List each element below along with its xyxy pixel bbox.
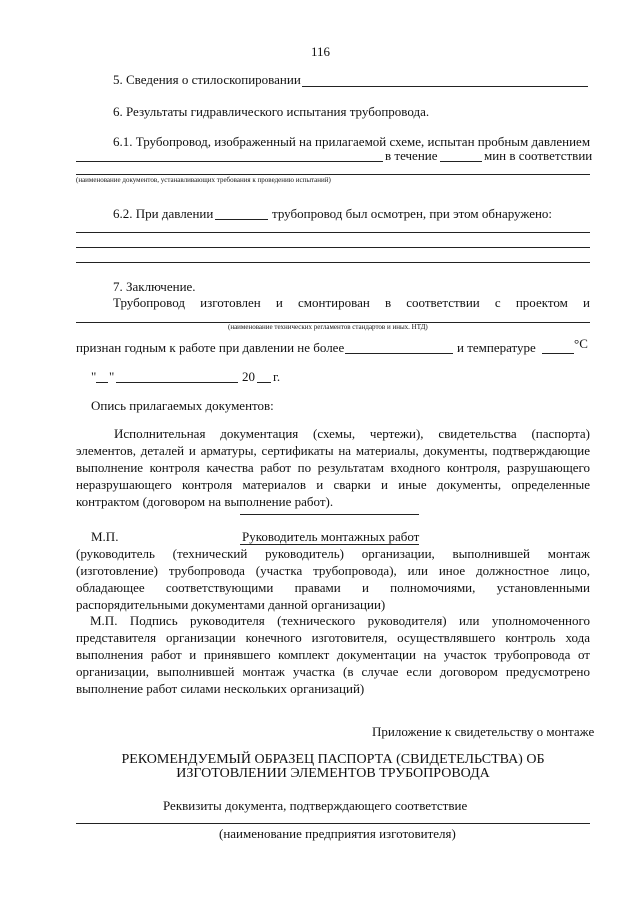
inventory-title: Опись прилагаемых документов: — [91, 398, 274, 413]
heading-line-1: РЕКОМЕНДУЕМЫЙ ОБРАЗЕЦ ПАСПОРТА (СВИДЕТЕЛЬСТВА) ОБ — [121, 752, 545, 767]
item-7-word: в — [384, 295, 392, 310]
date-quote-close: " — [109, 369, 115, 384]
signature-1-line-top — [240, 514, 419, 515]
item-7-word: проектом — [515, 295, 568, 310]
item-6-2-blank-1 — [76, 232, 590, 233]
item-6-2-prefix: 6.2. При давлении — [113, 206, 214, 221]
item-7-word: и — [583, 295, 590, 310]
heading-line-2: ИЗГОТОВЛЕНИИ ЭЛЕМЕНТОВ ТРУБОПРОВОДА — [176, 766, 490, 781]
item-6-1-text: 6.1. Трубопровод, изображенный на прилагаемой схеме, испытан пробным давлением — [113, 134, 591, 149]
manufacturer-caption: (наименование предприятия изготовителя) — [219, 826, 456, 841]
item-6-1-docs-blank — [76, 174, 590, 175]
item-7-degree: °С — [574, 336, 588, 351]
item-7-word: с — [494, 295, 501, 310]
item-6-1-caption: (наименование документов, устанавливающих требования к проведению испытаний) — [76, 176, 331, 184]
date-year-blank — [257, 382, 271, 383]
item-7-word: соответствии — [406, 295, 480, 310]
item-7-pressure-blank — [345, 353, 453, 354]
item-6-2-suffix: трубопровод был осмотрен, при этом обнаружено: — [272, 206, 553, 221]
item-6-2-pressure-blank — [215, 219, 268, 220]
requisites-label: Реквизиты документа, подтверждающего соответствие — [163, 798, 468, 813]
date-day-blank — [96, 382, 108, 383]
item-7-word: смонтирован — [298, 295, 370, 310]
signature-1-role: Руководитель монтажных работ — [242, 529, 420, 544]
item-5-label: 5. Сведения о стилоскопировании — [113, 72, 301, 87]
date-year-suffix: г. — [273, 369, 281, 384]
page-number: 116 — [311, 44, 331, 59]
item-6-2-blank-2 — [76, 247, 590, 248]
appendix-label: Приложение к свидетельству о монтаже — [372, 724, 595, 739]
item-6-1-minutes: мин в соответствии — [484, 148, 593, 163]
signature-1-text: (руководитель (технический руководитель) организации, выполнившей монтаж (изготовление) трубопровода (участка трубопровода), или иное должностное лицо, обладающее соответствующими правами и полномочиями, установленными распорядительными документами данной организации) — [76, 546, 590, 612]
item-7-word: Трубопровод — [113, 295, 185, 310]
inventory-text: Исполнительная документация (схемы, чертежи), свидетельства (паспорта) элементов, деталей и арматуры, сертификаты на материалы, документы, подтверждающие выполнение контроля качества работ по результатам входного контроля, разрушающего неразрушающего контроля материалов и сварки и иные документы, определенные контрактом (договором на выполнение работ). — [76, 426, 590, 509]
item-7-word: изготовлен — [200, 295, 261, 310]
item-6-1-pressure-blank — [76, 161, 383, 162]
signature-1-mp: М.П. — [91, 529, 119, 544]
item-7-word: и — [275, 295, 283, 310]
date-year-prefix: 20 — [242, 369, 255, 384]
item-7-caption: (наименование технических регламентов стандартов и иных. НТД) — [228, 323, 428, 331]
item-5-blank — [302, 86, 588, 87]
item-7-fit-prefix: признан годным к работе при давлении не более — [76, 340, 345, 355]
item-7-temperature-label: и температуре — [457, 340, 536, 355]
manufacturer-blank — [76, 823, 590, 824]
item-6-1-minutes-blank — [440, 161, 482, 162]
signature-2-text: М.П. Подпись руководителя (технического руководителя) или уполномоченного представителя организации конечного изготовителя, осуществлявшего контроль хода выполнения работ и принявшего комплект документации на участок трубопровода от организации, выполнившей монтаж участка (в случае если договором предусмотрено выполнение работ силами нескольких организаций) — [76, 613, 590, 696]
item-7-temperature-blank — [542, 353, 574, 354]
date-quote-open: " — [91, 369, 97, 384]
item-7-sentence — [113, 295, 590, 310]
item-7-title: 7. Заключение. — [113, 279, 196, 294]
date-month-blank — [116, 382, 238, 383]
item-6-1-during: в течение — [385, 148, 438, 163]
item-6-2-blank-3 — [76, 262, 590, 263]
item-6-label: 6. Результаты гидравлического испытания трубопровода. — [113, 104, 430, 119]
